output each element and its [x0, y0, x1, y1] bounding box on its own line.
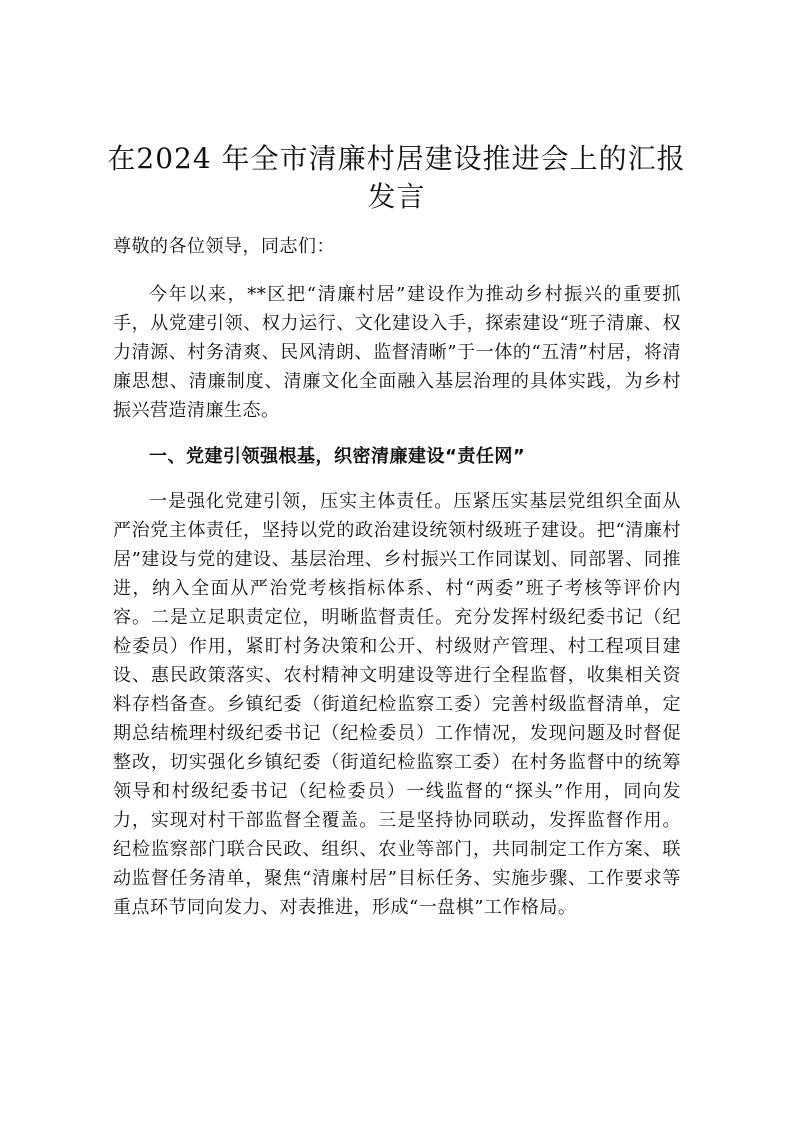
document-body — [113, 232, 681, 922]
section-heading: 一、党建引领强根基，织密清廉建设“责任网” — [149, 446, 526, 467]
intro-paragraph: 今年以来，**区把“清廉村居”建设作为推动乡村振兴的重要抓手，从党建引领、权力运行、文化建设入手，探索建设“班子清廉、权力清源、村务清爽、民风清朗、监督清晰”于一体的“五清”村居，将清廉思想、清廉制度、清廉文化全面融入基层治理的具体实践，为乡村振兴营造清廉生态。 — [113, 284, 681, 421]
section-paragraph: 一是强化党建引领，压实主体责任。压紧压实基层党组织全面从严治党主体责任，坚持以党的政治建设统领村级班子建设。把“清廉村居”建设与党的建设、基层治理、乡村振兴工作同谋划、同部署、同推进，纳入全面从严治党考核指标体系、村“两委”班子考核等评价内容。二是立足职责定位，明晰监督责任。充分发挥村级纪委书记（纪检委员）作用，紧盯村务决策和公开、村级财产管理、村工程项目建设、惠民政策落实、农村精神文明建设等进行全程监督，收集相关资料存档备查。乡镇纪委（街道纪检监察工委）完善村级监督清单，定期总结梳理村级纪委书记（纪检委员）工作情况，发现问题及时督促整改，切实强化乡镇纪委（街道纪检监察工委）在村务监督中的统筹领导和村级纪委书记（纪检委员）一线监督的“探头”作用，同向发力，实现对村干部监督全覆盖。三是坚持协同联动，发挥监督作用。纪检监察部门联合民政、组织、农业等部门，共同制定工作方案、联动监督任务清单，聚焦“清廉村居”目标任务、实施步骤、工作要求等重点环节同向发力、对表推进，形成“一盘棋”工作格局。 — [113, 491, 681, 918]
document-title: 在2024 年全市清廉村居建设推进会上的汇报发言 — [107, 142, 686, 213]
salutation: 尊敬的各位领导，同志们： — [113, 236, 335, 257]
